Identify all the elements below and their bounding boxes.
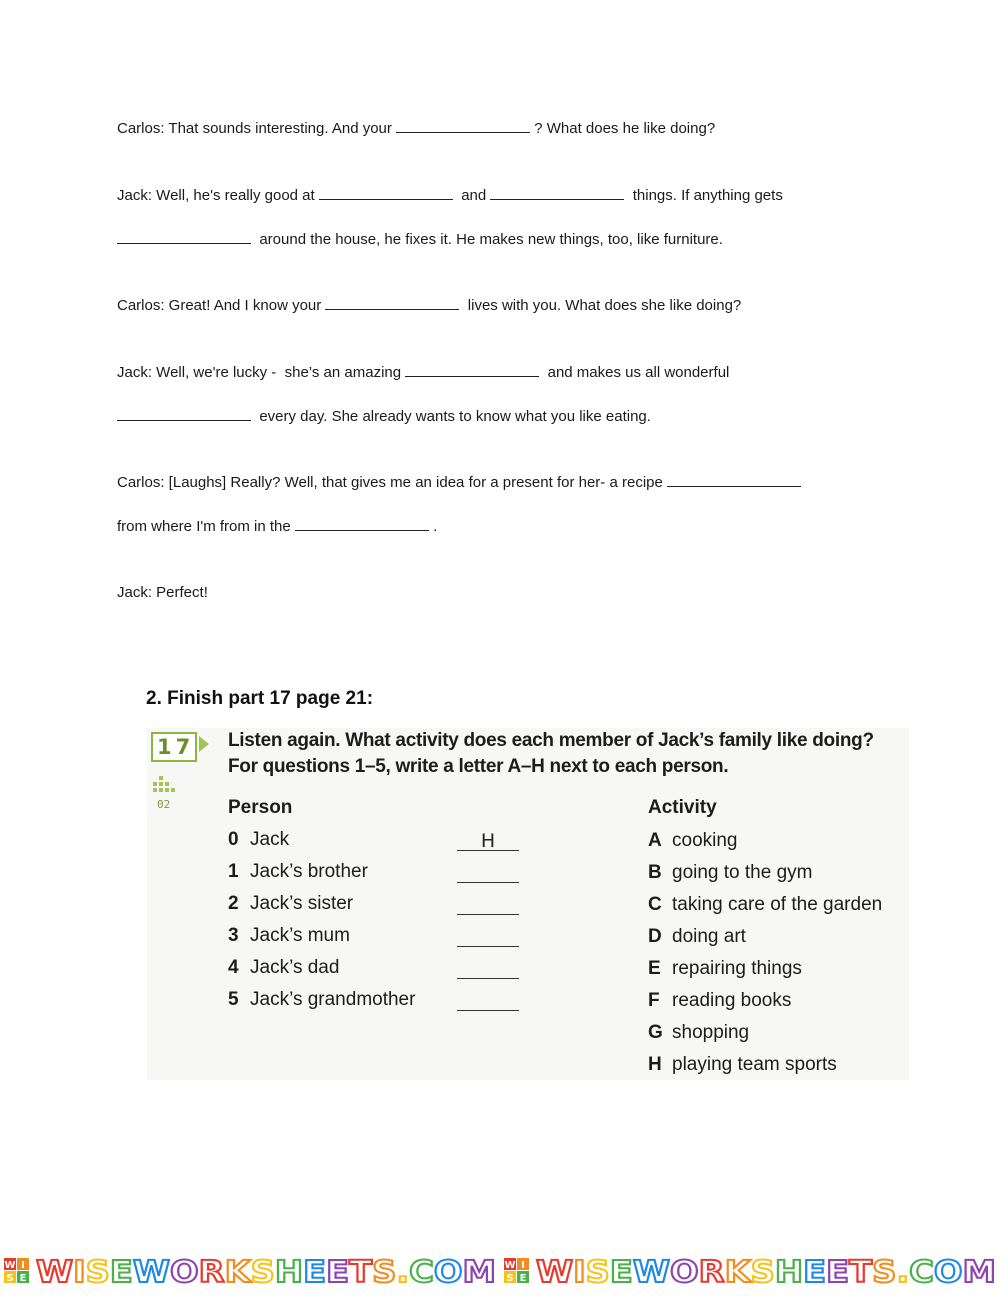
- answer-line[interactable]: [457, 862, 519, 883]
- activity-row: E repairing things: [648, 958, 802, 979]
- answer-line[interactable]: [457, 990, 519, 1011]
- person-row: 2 Jack’s sister: [228, 893, 354, 914]
- svg-text:S: S: [6, 1273, 14, 1284]
- watermark-text: W ISEW O RKSH EETS.CO M: [36, 1255, 493, 1290]
- dialogue-line-3: around the house, he fixes it. He makes new things, too, like furniture.: [117, 229, 723, 250]
- person-row: 0 Jack: [228, 829, 290, 850]
- blank-3[interactable]: [490, 185, 624, 200]
- dialogue-line-9: Jack: Perfect!: [117, 584, 208, 601]
- dialogue-line-1: Carlos: That sounds interesting. And your ? What does he like doing?: [117, 120, 716, 137]
- svg-text:S: S: [506, 1273, 514, 1284]
- blank-9[interactable]: [295, 516, 429, 531]
- svg-text:E: E: [519, 1273, 527, 1284]
- blank-8[interactable]: [667, 472, 801, 487]
- audio-track-icon: [153, 772, 179, 794]
- wiseworksheets-logo-icon: [4, 1258, 29, 1284]
- instruction-line-2: For questions 1–5, write a letter A–H next to each person.: [228, 756, 729, 777]
- answer-line[interactable]: [457, 894, 519, 915]
- activity-row: F reading books: [648, 990, 792, 1011]
- wiseworksheets-logo-icon: [504, 1258, 529, 1284]
- watermark-text: W ISEW O RKSH EETS.CO M: [536, 1255, 993, 1290]
- activity-row: D doing art: [648, 926, 746, 947]
- dialogue-line-6: every day. She already wants to know what you like eating.: [117, 406, 651, 427]
- watermark: [0, 1252, 1000, 1291]
- activity-column-heading: Activity: [648, 797, 717, 818]
- dialogue-line-4: Carlos: Great! And I know your lives with you. What does she like doing?: [117, 297, 742, 314]
- blank-7[interactable]: [117, 406, 251, 421]
- exercise-panel: [147, 728, 909, 1080]
- activity-row: C taking care of the garden: [648, 894, 883, 915]
- person-row: 4 Jack’s dad: [228, 957, 340, 978]
- exercise-number-badge: 17: [151, 732, 197, 762]
- svg-text:I: I: [521, 1260, 525, 1271]
- dialogue-line-8: from where I'm from in the .: [117, 518, 438, 535]
- dialogue-line-2: Jack: Well, he's really good at and things. If anything gets: [117, 187, 783, 204]
- track-number: 02: [157, 798, 171, 811]
- dialogue-line-5: Jack: Well, we're lucky - she’s an amazing and makes us all wonderful: [117, 364, 730, 381]
- blank-5[interactable]: [325, 295, 459, 310]
- activity-row: B going to the gym: [648, 862, 813, 883]
- blank-2[interactable]: [319, 185, 453, 200]
- person-row: 1 Jack’s brother: [228, 861, 368, 882]
- blank-4[interactable]: [117, 229, 251, 244]
- answer-line[interactable]: H: [457, 830, 519, 851]
- instruction-line-1: Listen again. What activity does each member of Jack’s family like doing?: [228, 730, 874, 751]
- svg-text:I: I: [21, 1260, 25, 1271]
- answer-line[interactable]: [457, 926, 519, 947]
- activity-row: A cooking: [648, 830, 738, 851]
- section-2-heading: 2. Finish part 17 page 21:: [146, 688, 374, 709]
- svg-text:E: E: [19, 1273, 27, 1284]
- person-row: 3 Jack’s mum: [228, 925, 350, 946]
- footer-watermark-bar: [0, 1252, 1000, 1291]
- answer-line[interactable]: [457, 958, 519, 979]
- blank-6[interactable]: [405, 362, 539, 377]
- play-arrow-icon: [199, 736, 209, 752]
- activity-row: G shopping: [648, 1022, 750, 1043]
- svg-text:W: W: [504, 1260, 516, 1271]
- activity-row: H playing team sports: [648, 1054, 837, 1075]
- dialogue-line-7: Carlos: [Laughs] Really? Well, that gives me an idea for a present for her- a recipe: [117, 472, 801, 493]
- blank-1[interactable]: [396, 118, 530, 133]
- svg-text:W: W: [4, 1260, 16, 1271]
- person-column-heading: Person: [228, 797, 293, 818]
- person-row: 5 Jack’s grandmother: [228, 989, 416, 1010]
